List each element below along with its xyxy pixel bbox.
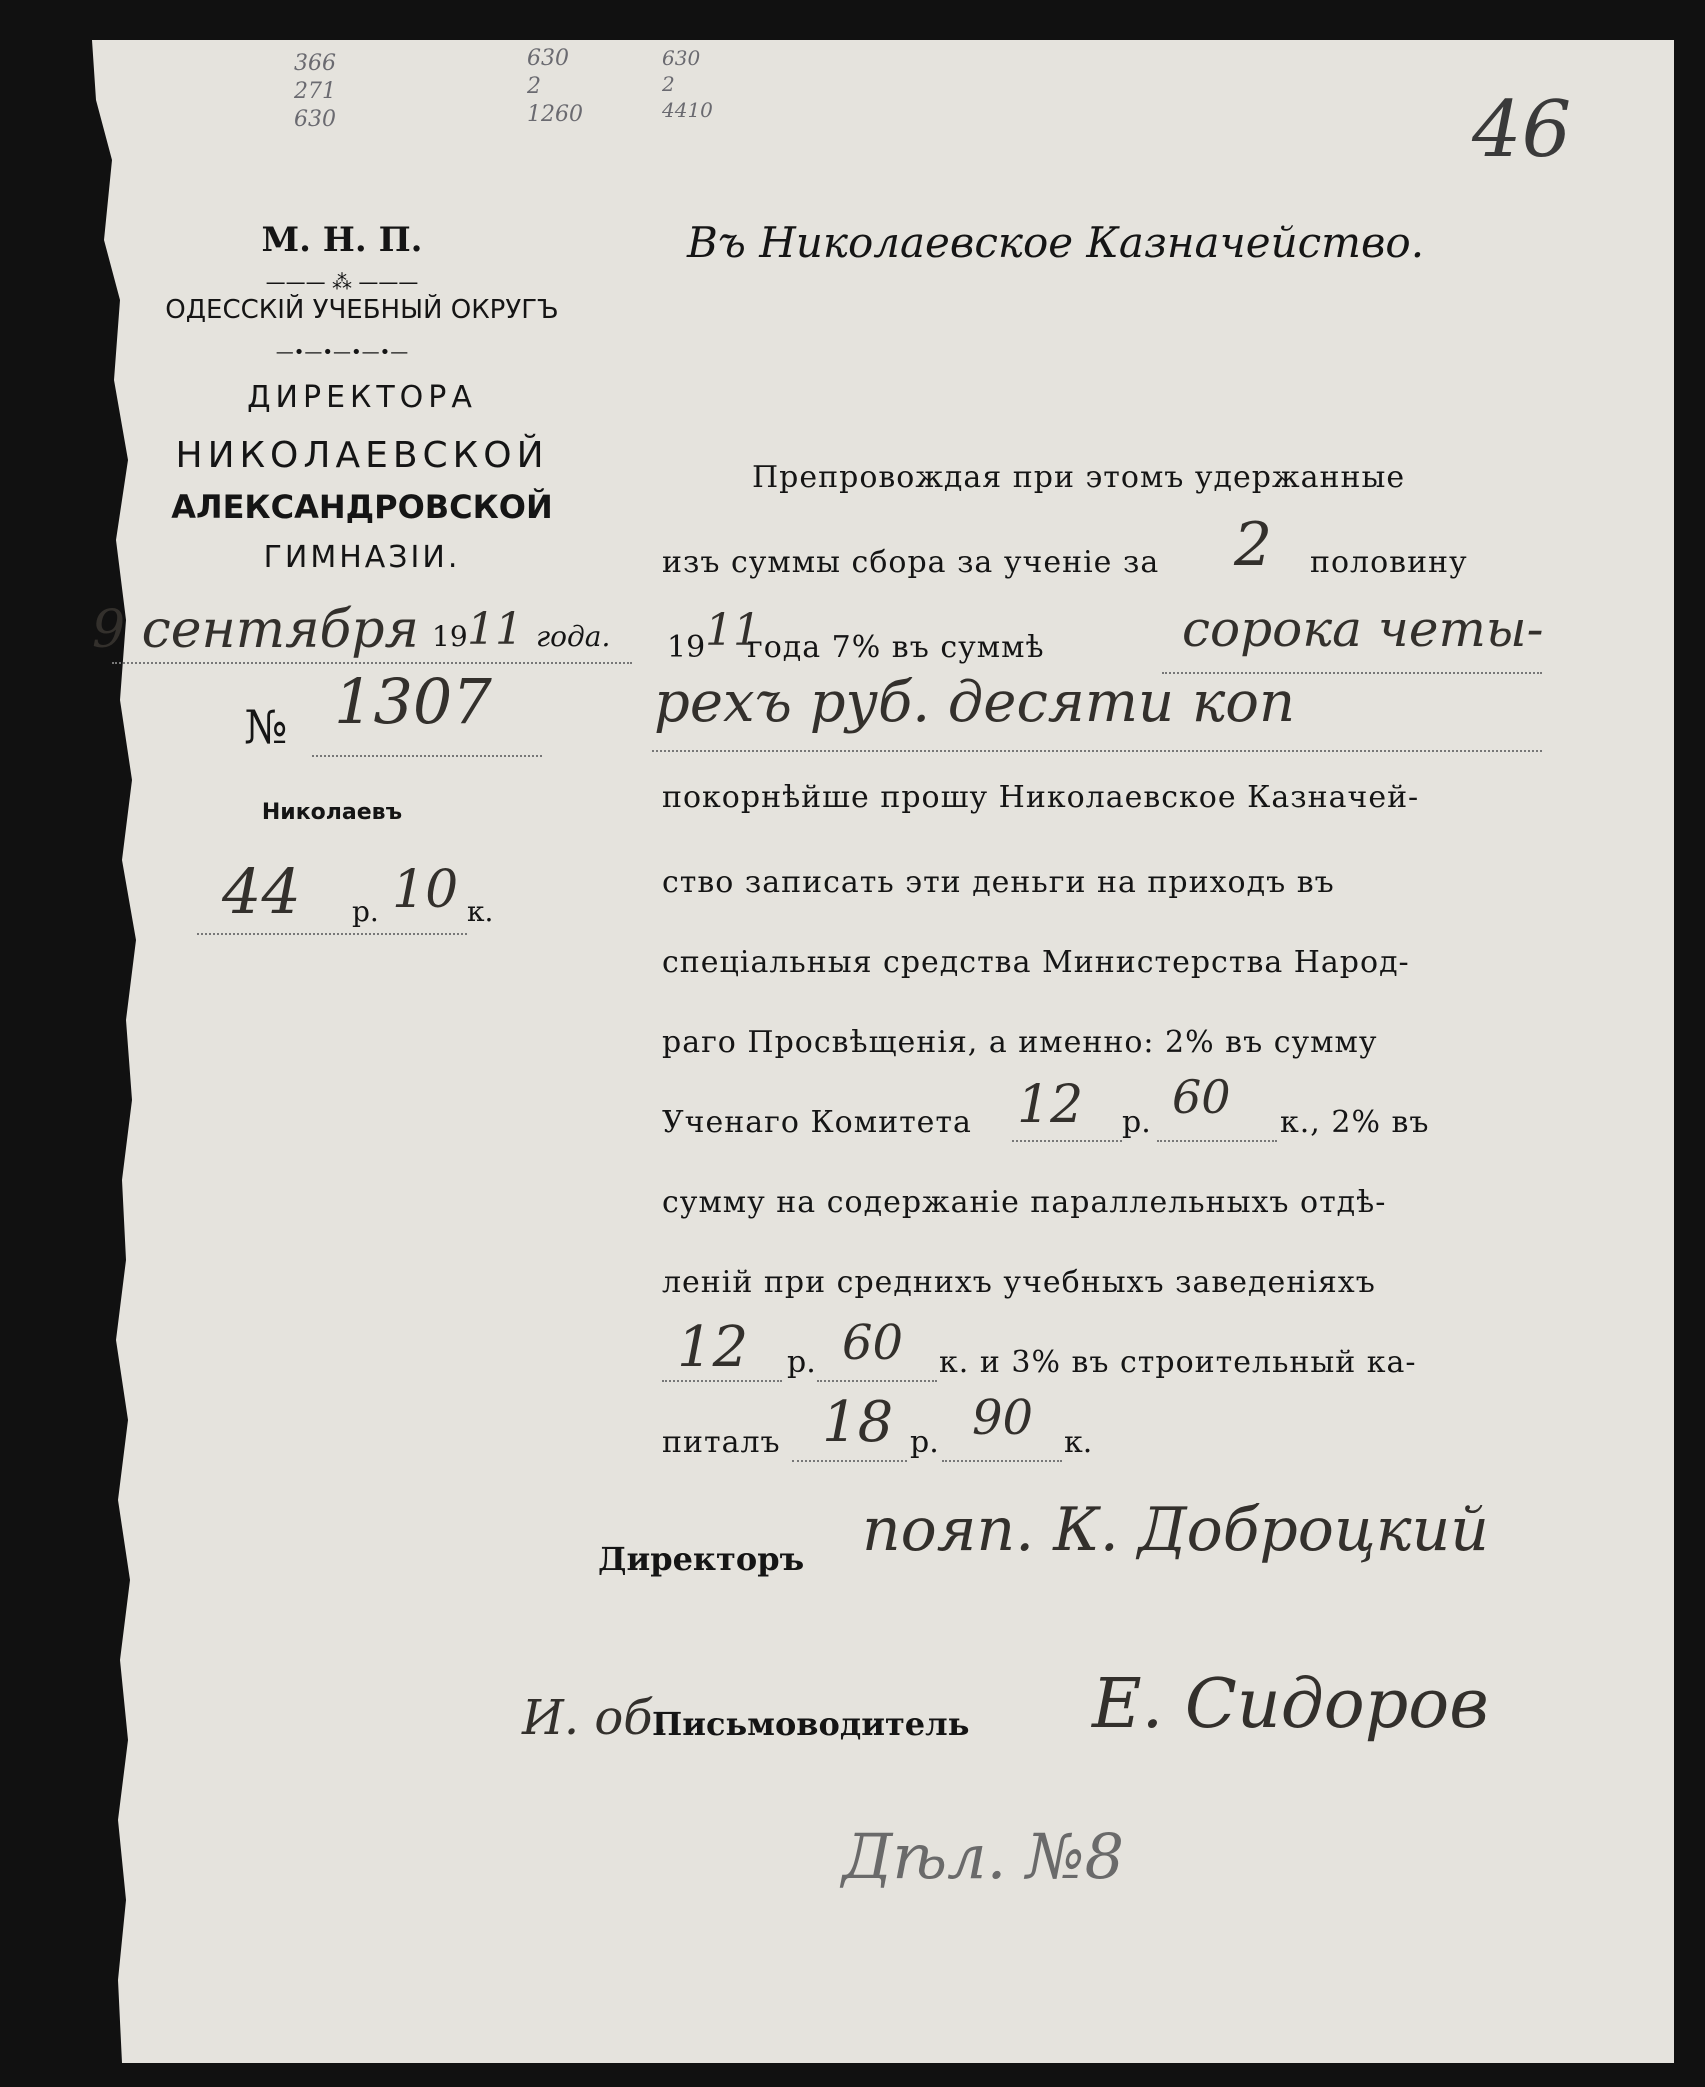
body-line-3b: года 7% въ суммѣ — [747, 630, 1045, 665]
date-year-hw: 11 — [467, 604, 523, 655]
body-line-12-rub: 12 — [677, 1315, 749, 1380]
body-line-9a: Ученаго Комитета — [662, 1105, 972, 1140]
amount-kop-label: к. — [467, 895, 494, 928]
body-line-9-rub-label: р. — [1122, 1105, 1151, 1140]
document-page — [62, 40, 1674, 2063]
body-line-9-rub: 12 — [1017, 1075, 1084, 1135]
clerk-prefix: И. об. — [522, 1690, 668, 1746]
body-line-3-hw: сорока четы- — [1182, 600, 1544, 658]
body-line-1: Препровождая при этомъ удержанные — [752, 460, 1406, 495]
letterhead-ornament-1: ——— ⁂ ——— — [265, 270, 419, 294]
amount-kop: 10 — [392, 860, 459, 920]
torn-edge — [62, 40, 202, 2063]
body-line-12-tail: к. и 3% въ строительный ка- — [939, 1345, 1417, 1380]
body-line-2b: половину — [1310, 545, 1468, 580]
letterhead-line-2: НИКОЛАЕВСКОЙ — [175, 435, 549, 476]
date-suffix: года. — [536, 620, 611, 653]
addressee: Въ Николаевское Казначейство. — [687, 218, 1425, 267]
body-line-11: леній при среднихъ учебныхъ заведеніяхъ — [662, 1265, 1376, 1300]
body-line-9-kop: 60 — [1172, 1070, 1231, 1124]
date-year-prefix: 19 — [432, 620, 468, 653]
clerk-label: Письмоводитель — [652, 1705, 970, 1743]
letterhead-line-3: АЛЕКСАНДРОВСКОЙ — [171, 488, 553, 526]
body-line-13-kop: 90 — [972, 1390, 1034, 1446]
body-line-13-rub: 18 — [822, 1390, 894, 1455]
letterhead-line-1: ДИРЕКТОРА — [247, 380, 477, 415]
body-line-13-rub-label: р. — [910, 1425, 939, 1460]
body-line-3a: 19 — [667, 630, 706, 665]
bottom-note: Дѣл. №8 — [842, 1820, 1125, 1893]
body-line-9-kop-label: к., 2% въ — [1280, 1105, 1430, 1140]
body-line-7: спеціальныя средства Министерства Народ- — [662, 945, 1410, 980]
date-line — [92, 600, 652, 670]
amount-rub: 44 — [222, 855, 301, 928]
pencil-calc-col3: 630 2 4410 — [662, 46, 713, 122]
letterhead-line-4: ГИМНАЗІИ. — [263, 540, 461, 575]
director-signature: пояп. К. Доброцкий — [862, 1495, 1489, 1565]
number-value: 1307 — [334, 665, 492, 738]
body-line-6: ство записать эти деньги на приходъ въ — [662, 865, 1335, 900]
body-line-4-hw: рехъ руб. десяти коп — [654, 670, 1296, 735]
pencil-calc-col1: 366 271 630 — [294, 51, 336, 132]
body-line-2a: изъ суммы сбора за ученіе за — [662, 545, 1160, 580]
letterhead-district: ОДЕССКІЙ УЧЕБНЫЙ ОКРУГЪ — [165, 295, 559, 325]
letterhead-ornament-2: —•—•—•—•— — [275, 342, 409, 363]
body-line-2-hw: 2 — [1234, 510, 1273, 580]
body-line-8: раго Просвѣщенія, а именно: 2% въ сумму — [662, 1025, 1378, 1060]
archive-page-number: 46 — [1472, 85, 1572, 175]
letterhead-ministry: М. Н. П. — [261, 220, 423, 260]
amount-rub-label: р. — [352, 895, 379, 928]
body-line-13-kop-label: к. — [1064, 1425, 1093, 1460]
pencil-calc-col2: 630 2 1260 — [527, 46, 583, 127]
body-line-12-rub-label: р. — [787, 1345, 816, 1380]
body-line-3-year: 11 — [705, 605, 761, 656]
city: Николаевъ — [261, 800, 403, 825]
date-day-month: 9 сентября — [92, 600, 419, 660]
clerk-signature: Е. Сидоров — [1092, 1665, 1489, 1744]
body-line-12-kop: 60 — [842, 1315, 904, 1371]
body-line-13a: питалъ — [662, 1425, 781, 1460]
body-line-10: сумму на содержаніе параллельныхъ отдѣ- — [662, 1185, 1387, 1220]
number-label: № — [244, 700, 288, 754]
director-label: Директоръ — [598, 1540, 805, 1578]
body-line-5: покорнѣйше прошу Николаевское Казначей- — [662, 780, 1420, 815]
